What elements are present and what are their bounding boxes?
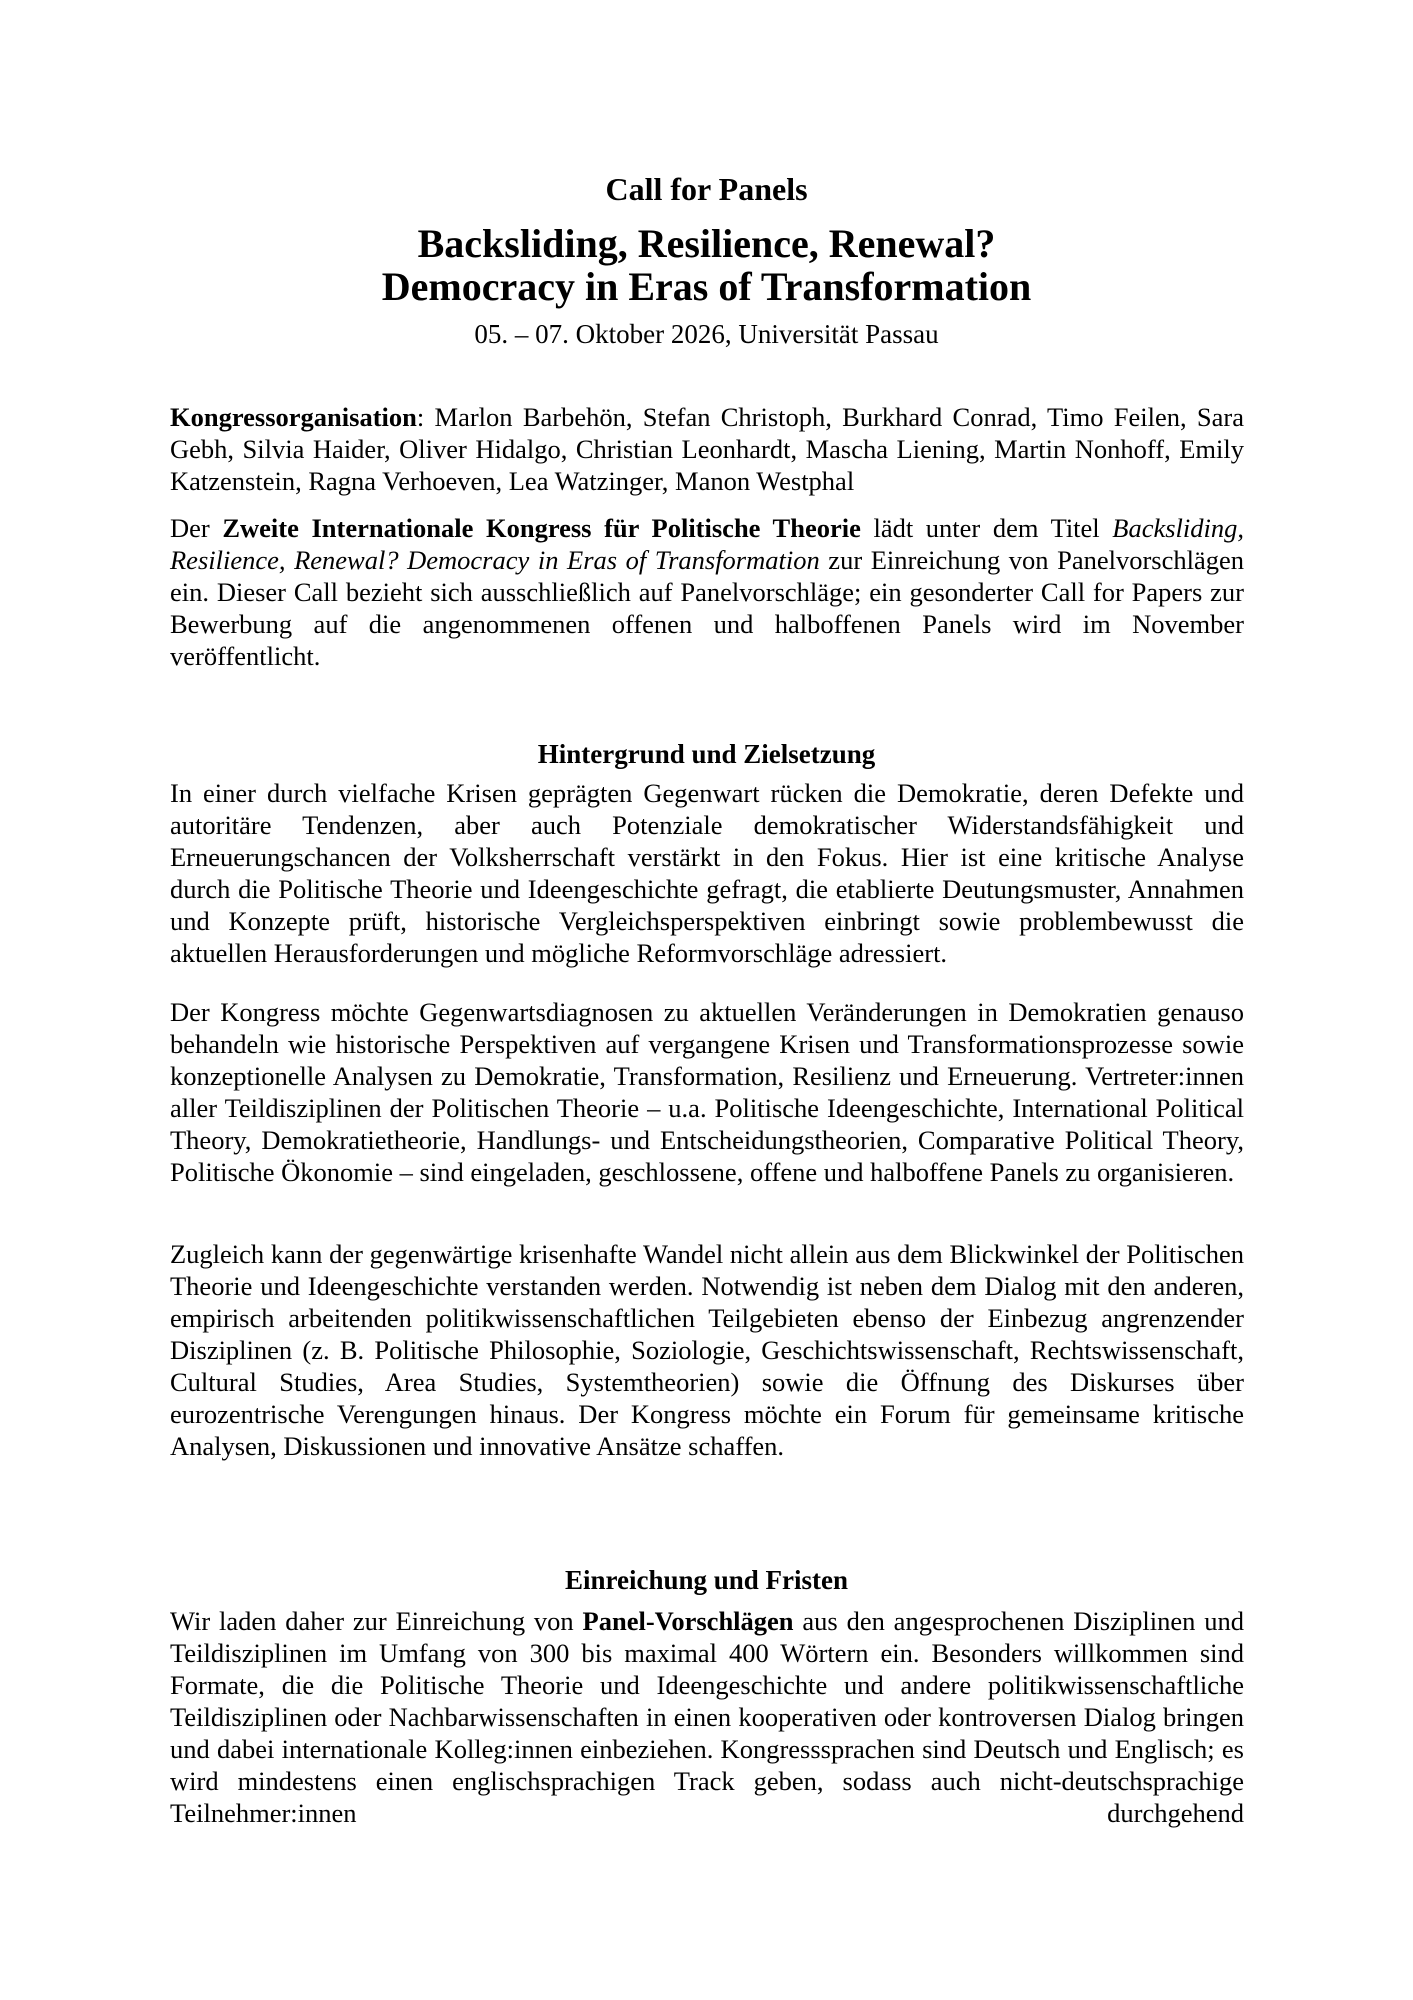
submission-text-2: aus den angesprochenen Disziplinen und Teildisziplinen im Umfang von 300 bis maximal 400 Wörtern ein. Besonders willkommen sind Formate, die die Politische Theorie und Ideengeschichte und andere politikwissenschaftliche Teildisziplinen oder Nachbarwissenschaften in einen kooperativen oder kontroversen Dialog bringen und dabei internationale Kolleg:innen einbeziehen. Kongresssprachen sind Deutsch und Englisch; es wird mindestens einen englischsprachigen Track geben, sodass auch nicht-deutschsprachige Teilnehmer:innen durchgehend: [170, 1606, 1244, 1828]
organisation-label: Kongressorganisation: [170, 402, 417, 432]
submission-paragraph: [170, 1605, 1244, 1829]
congress-name: Zweite Internationale Kongress für Politische Theorie: [222, 513, 861, 543]
section-heading-background: Hintergrund und Zielsetzung: [537, 739, 876, 769]
intro-text-2: lädt unter dem Titel: [860, 513, 1113, 543]
call-type-kicker: Call for Panels: [605, 171, 808, 207]
organisation-names: : Marlon Barbehön, Stefan Christoph, Burkhard Conrad, Timo Feilen, Sara Gebh, Silvia Haider, Oliver Hidalgo, Christian Leonhardt, Mascha Liening, Martin Nonhoff, Emily Katzenstein, Ragna Verhoeven, Lea Watzinger, Manon Westphal: [170, 402, 1244, 496]
panel-proposals-bold: Panel-Vorschlägen: [582, 1606, 794, 1636]
document-title: [0, 222, 1413, 308]
submission-text-1: Wir laden daher zur Einreichung von: [170, 1606, 583, 1636]
intro-paragraph: [170, 512, 1244, 672]
congress-title-italic: Backsliding, Resilience, Renewal? Democracy in Eras of Transformation: [170, 513, 1245, 575]
date-location: 05. – 07. Oktober 2026, Universität Passau: [474, 319, 939, 349]
background-paragraph-1: In einer durch vielfache Krisen geprägten Gegenwart rücken die Demokratie, deren Defekte und autoritäre Tendenzen, aber auch Potenziale demokratischer Widerstandsfähigkeit und Erneuerungschancen der Volksherrschaft verstärkt in den Fokus. Hier ist eine kritische Analyse durch die Politische Theorie und Ideengeschichte gefragt, die etablierte Deutungsmuster, Annahmen und Konzepte prüft, historische Vergleichsperspektiven einbringt sowie problembewusst die aktuellen Herausforderungen und mögliche Reformvorschläge adressiert.: [170, 778, 1244, 968]
intro-text-3: zur Einreichung von Panelvorschlägen ein. Dieser Call bezieht sich ausschließlich auf Panelvorschläge; ein gesonderter Call for Papers zur Bewerbung auf die angenommenen offenen und halboffenen Panels wird im November veröffentlicht.: [170, 545, 1245, 671]
title-line-1: Backsliding, Resilience, Renewal?: [417, 221, 996, 266]
background-paragraph-2: Der Kongress möchte Gegenwartsdiagnosen zu aktuellen Veränderungen in Demokratien genauso behandeln wie historische Perspektiven auf vergangene Krisen und Transformationsprozesse sowie konzeptionelle Analysen zu Demokratie, Transformation, Resilienz und Erneuerung. Vertreter:innen aller Teildisziplinen der Politischen Theorie – u.a. Politische Ideengeschichte, International Political Theory, Demokratietheorie, Handlungs- und Entscheidungstheorien, Comparative Political Theory, Politische Ökonomie – sind eingeladen, geschlossene, offene und halboffene Panels zu organisieren.: [170, 997, 1244, 1187]
title-line-2: Democracy in Eras of Transformation: [381, 264, 1032, 309]
organisation-paragraph: [170, 401, 1244, 497]
background-paragraph-3: Zugleich kann der gegenwärtige krisenhafte Wandel nicht allein aus dem Blickwinkel der Politischen Theorie und Ideengeschichte verstanden werden. Notwendig ist neben dem Dialog mit den anderen, empirisch arbeitenden politikwissenschaftlichen Teilgebieten ebenso der Einbezug angrenzender Disziplinen (z. B. Politische Philosophie, Soziologie, Geschichtswissenschaft, Rechtswissenschaft, Cultural Studies, Area Studies, Systemtheorien) sowie die Öffnung des Diskurses über eurozentrische Verengungen hinaus. Der Kongress möchte ein Forum für gemeinsame kritische Analysen, Diskussionen und innovative Ansätze schaffen.: [170, 1239, 1244, 1461]
section-heading-submission: Einreichung und Fristen: [564, 1565, 849, 1595]
intro-text-1: Der: [170, 513, 223, 543]
